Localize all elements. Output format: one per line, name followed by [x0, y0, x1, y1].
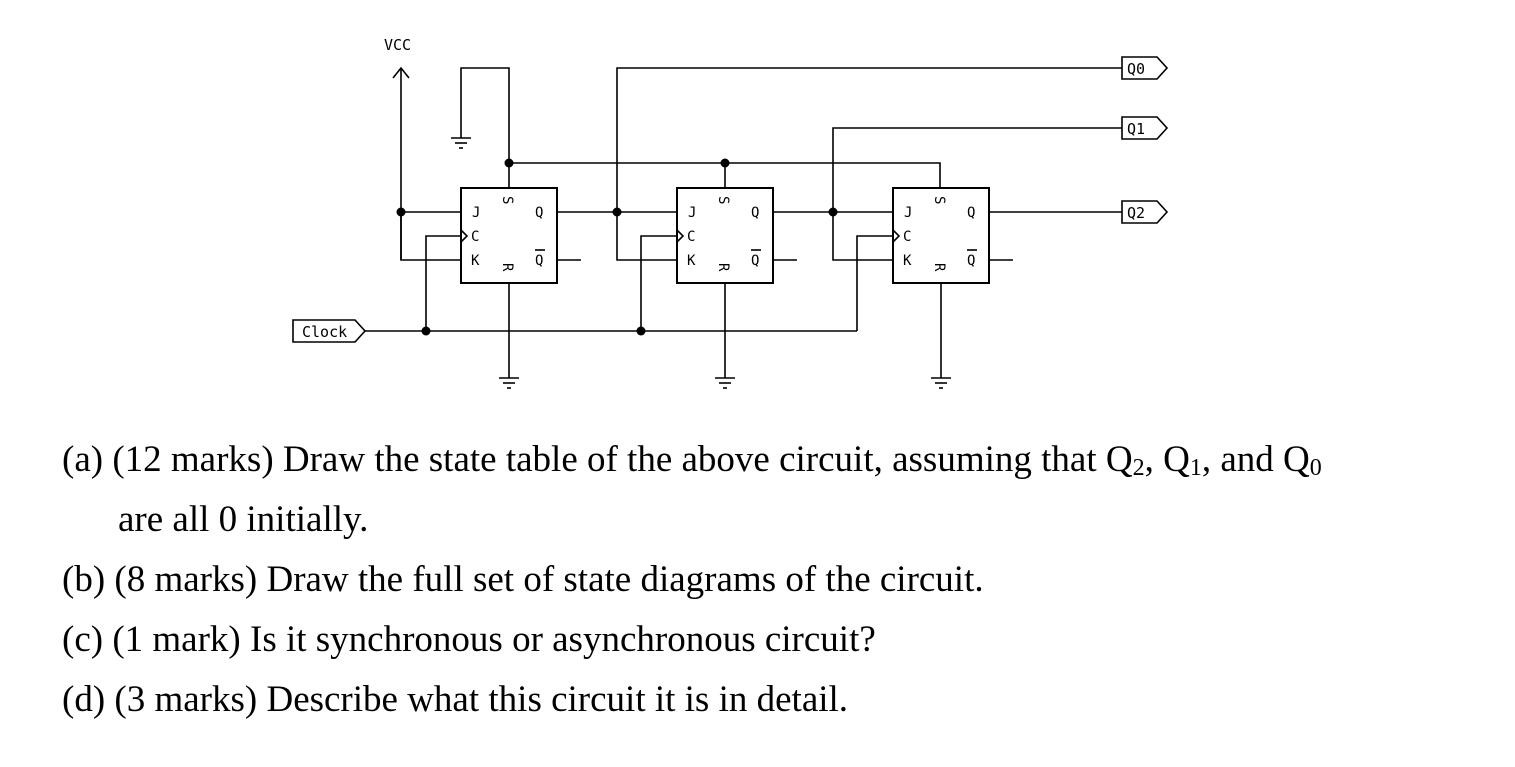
junction-dot [505, 159, 514, 168]
junction-dot [829, 208, 838, 217]
output-port-q2 [1122, 201, 1167, 223]
question-d: (d) (3 marks) Describe what this circuit it is in detail. [62, 679, 849, 720]
vcc-label: VCC [384, 36, 412, 54]
svg-text:J: J [472, 205, 481, 221]
svg-text:Q: Q [535, 205, 544, 221]
jk-flipflop-0 [461, 188, 557, 283]
svg-text:R: R [715, 263, 731, 272]
question-b: (b) (8 marks) Draw the full set of state diagrams of the circuit. [62, 559, 984, 600]
svg-text:R: R [931, 263, 947, 272]
output-port-q1 [1122, 117, 1167, 139]
svg-text:Q1: Q1 [1127, 120, 1146, 138]
svg-text:J: J [688, 205, 697, 221]
svg-text:C: C [903, 229, 912, 245]
ground-icon [499, 283, 519, 388]
svg-text:Q: Q [967, 205, 976, 221]
svg-text:Q: Q [751, 205, 760, 221]
svg-text:S: S [715, 196, 731, 205]
svg-text:S: S [931, 196, 947, 205]
svg-text:Clock: Clock [302, 323, 348, 341]
svg-text:C: C [687, 229, 696, 245]
ground-icon [931, 283, 951, 388]
question-a: (a) (12 marks) Draw the state table of the above circuit, assuming that $Q_2$, $Q_1$, and $Q_0$ [62, 439, 1322, 481]
question-a-continuation: are all 0 initially. [118, 499, 369, 540]
junction-dot [422, 327, 431, 336]
svg-text:K: K [903, 253, 912, 269]
junction-dot [637, 327, 646, 336]
svg-text:R: R [499, 263, 515, 272]
svg-text:K: K [687, 253, 696, 269]
clock-input-port [293, 320, 365, 342]
svg-text:K: K [471, 253, 480, 269]
svg-text:Q: Q [751, 253, 760, 269]
svg-text:Q2: Q2 [1127, 204, 1146, 222]
output-port-q0 [1122, 57, 1167, 79]
svg-text:Q0: Q0 [1127, 60, 1146, 78]
svg-text:Q: Q [535, 253, 544, 269]
svg-text:J: J [904, 205, 913, 221]
svg-text:C: C [471, 229, 480, 245]
ground-icon [715, 283, 735, 388]
jk-flipflop-1 [677, 188, 773, 283]
junction-dot [397, 208, 406, 217]
svg-text:Q: Q [967, 253, 976, 269]
junction-dot [613, 208, 622, 217]
svg-text:S: S [499, 196, 515, 205]
question-c: (c) (1 mark) Is it synchronous or asynchronous circuit? [62, 619, 876, 660]
ground-top-icon [451, 68, 509, 163]
jk-flipflop-2 [893, 188, 989, 283]
junction-dot [721, 159, 730, 168]
